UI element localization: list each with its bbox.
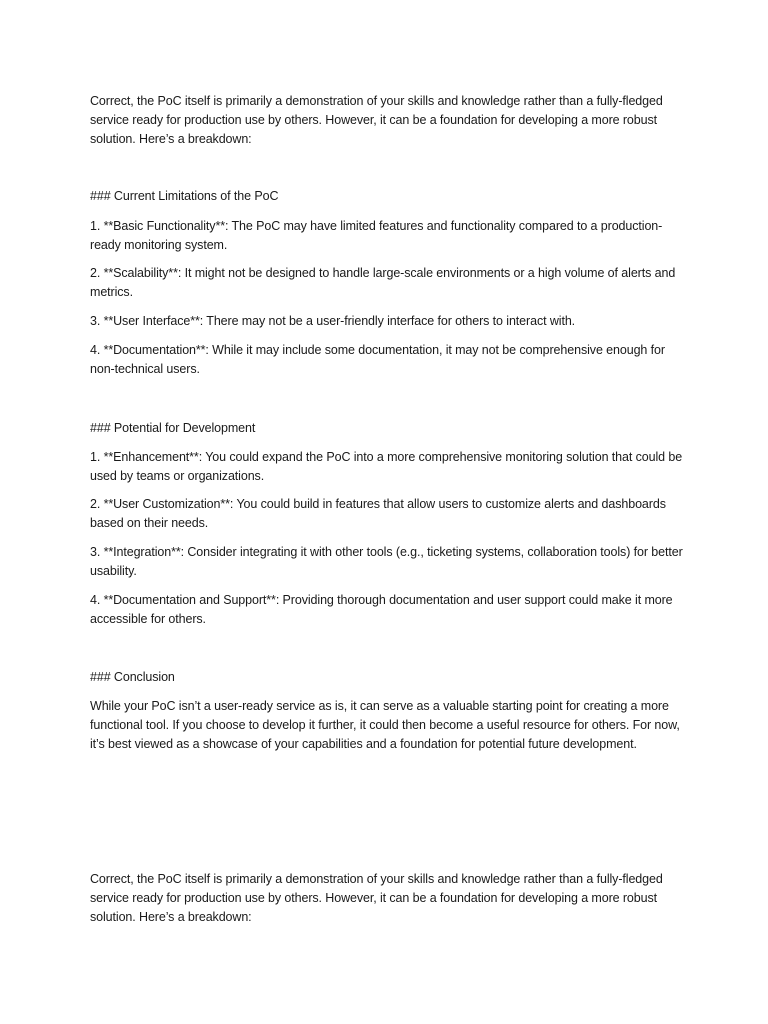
list-item: 1. **Basic Functionality**: The PoC may have limited features and functionality compared to a production-ready monitoring system. [90, 219, 663, 252]
section-heading-limitations: ### Current Limitations of the PoC [90, 189, 279, 203]
section-heading-conclusion: ### Conclusion [90, 670, 175, 684]
repeated-intro-paragraph: Correct, the PoC itself is primarily a demonstration of your skills and knowledge rather than a fully-fledged service ready for production use by others. However, it can be a foundation for developing a more robust solution. Here’s a breakdown: [90, 872, 663, 924]
list-item: 4. **Documentation and Support**: Providing thorough documentation and user support could make it more accessible for others. [90, 593, 673, 626]
conclusion-paragraph: While your PoC isn’t a user-ready service as is, it can serve as a valuable starting point for creating a more functional tool. If you choose to develop it further, it could then become a useful resource for others. For now, it’s best viewed as a showcase of your capabilities and a foundation for potential future development. [90, 699, 680, 751]
list-item: 2. **User Customization**: You could build in features that allow users to customize alerts and dashboards based on their needs. [90, 497, 666, 530]
intro-paragraph: Correct, the PoC itself is primarily a demonstration of your skills and knowledge rather than a fully-fledged service ready for production use by others. However, it can be a foundation for developing a more robust solution. Here’s a breakdown: [90, 94, 663, 146]
list-item: 3. **User Interface**: There may not be a user-friendly interface for others to interact with. [90, 314, 576, 328]
list-item: 3. **Integration**: Consider integrating it with other tools (e.g., ticketing systems, collaboration tools) for better usability. [90, 545, 683, 578]
list-item: 4. **Documentation**: While it may include some documentation, it may not be comprehensive enough for non-technical users. [90, 343, 665, 376]
section-heading-development: ### Potential for Development [90, 421, 256, 435]
list-item: 2. **Scalability**: It might not be designed to handle large-scale environments or a high volume of alerts and metrics. [90, 266, 676, 299]
list-item: 1. **Enhancement**: You could expand the PoC into a more comprehensive monitoring solution that could be used by teams or organizations. [90, 450, 683, 483]
